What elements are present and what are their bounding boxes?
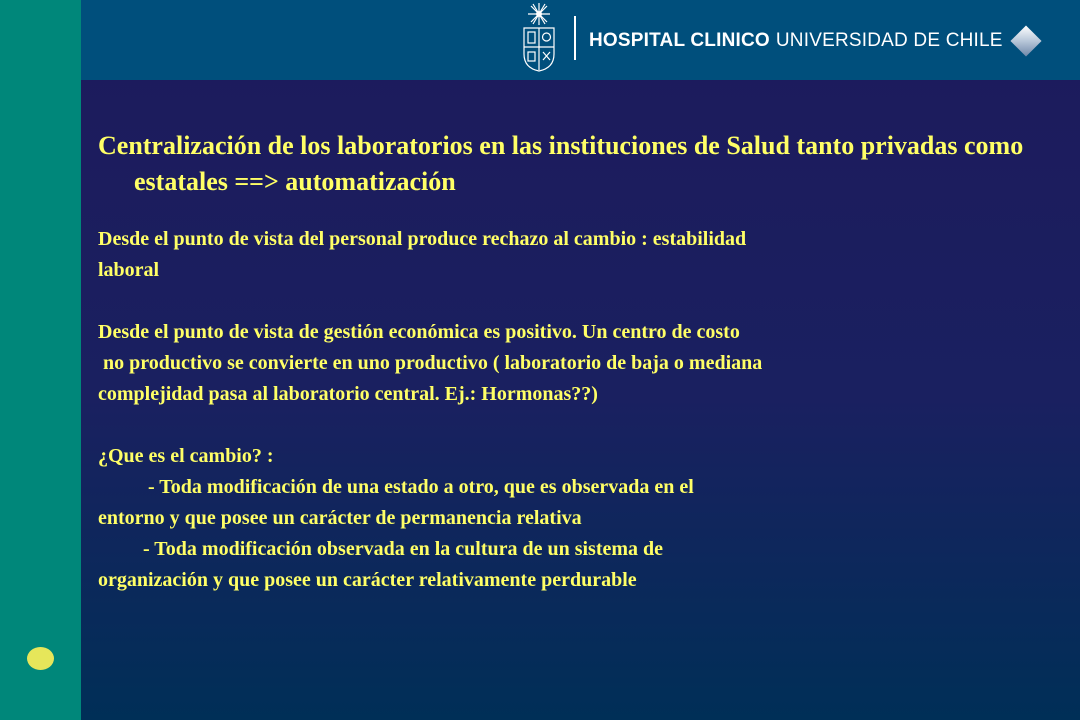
cambio-line-3: - Toda modificación observada en la cultura de un sistema de xyxy=(98,538,664,560)
gestion-line-1: Desde el punto de vista de gestión económica es positivo. Un centro de costo xyxy=(98,321,740,343)
logo-light-text: UNIVERSIDAD DE CHILE xyxy=(775,30,1003,51)
cambio-line-1: - Toda modificación de una estado a otro, que es observada en el xyxy=(98,476,694,498)
personal-line-2: laboral xyxy=(98,259,160,281)
side-accent-bar xyxy=(0,0,81,720)
cambio-line-4: organización y que posee un carácter relativamente perdurable xyxy=(98,569,637,591)
header-bar xyxy=(81,0,1080,80)
cambio-question: ¿Que es el cambio? : xyxy=(98,445,274,467)
gestion-line-3: complejidad pasa al laboratorio central. Ej.: Hormonas??) xyxy=(98,383,598,405)
slide-headline: Centralización de los laboratorios en las instituciones de Salud tanto privadas como estatales ==> automatización xyxy=(98,131,1024,196)
cambio-line-2: entorno y que posee un carácter de permanencia relativa xyxy=(98,507,582,529)
logo-wordmark xyxy=(589,29,1003,53)
slide-body xyxy=(98,128,1058,596)
personal-line-1: Desde el punto de vista del personal produce rechazo al cambio : estabilidad xyxy=(98,228,747,250)
university-crest-icon xyxy=(519,2,559,72)
spacer xyxy=(98,410,1058,441)
logo-divider xyxy=(574,16,576,60)
yellow-bullet-dot xyxy=(27,647,54,670)
gestion-line-2: no productivo se convierte en uno productivo ( laboratorio de baja o mediana xyxy=(98,352,763,374)
diamond-logo-icon xyxy=(1010,25,1041,56)
spacer xyxy=(98,200,1058,224)
logo-bold-text: HOSPITAL CLINICO xyxy=(589,30,770,51)
spacer xyxy=(98,286,1058,317)
hospital-logo xyxy=(514,0,1042,80)
